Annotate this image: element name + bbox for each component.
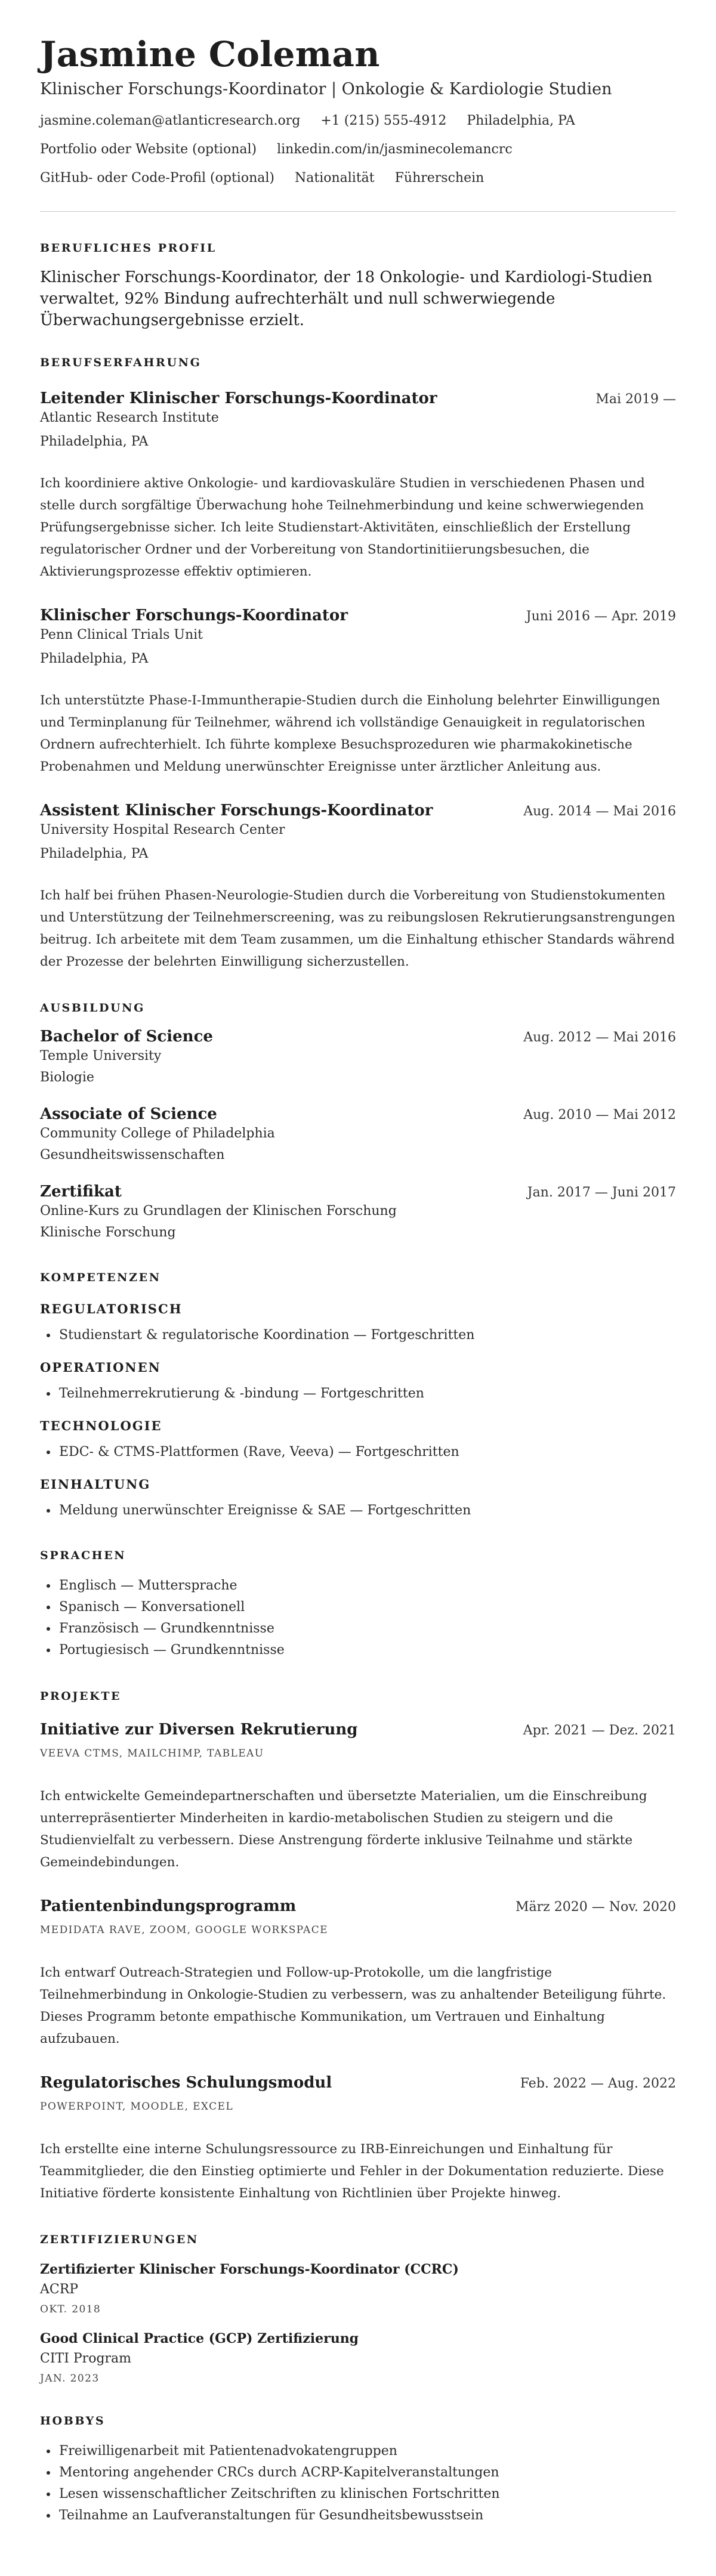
job-title: Assistent Klinischer Forschungs-Koordinator — [40, 802, 433, 820]
candidate-headline: Klinischer Forschungs-Koordinator | Onkologie & Kardiologie Studien — [40, 80, 612, 98]
school-name: Online-Kurs zu Grundlagen der Klinischen Forschung — [40, 1204, 397, 1219]
projects-section — [40, 1689, 676, 2204]
project-entry — [40, 2073, 676, 2204]
project-title: Initiative zur Diversen Rekrutierung — [40, 1721, 358, 1739]
email-link[interactable]: jasmine.coleman@atlanticresearch.org — [40, 113, 301, 128]
skill-list — [40, 1383, 676, 1405]
portfolio-link[interactable]: Portfolio oder Website (optional) — [40, 142, 257, 157]
field-of-study: Biologie — [40, 1070, 94, 1085]
certification-date: JAN. 2023 — [40, 2373, 100, 2385]
job-date: Mai 2019 — — [595, 392, 676, 407]
project-title: Regulatorisches Schulungsmodul — [40, 2074, 332, 2092]
job-title: Klinischer Forschungs-Koordinator — [40, 607, 348, 624]
project-description: Ich entwarf Outreach-Strategien und Follow-up-Protokolle, um die langfristige Teilnehmerbindung in Onkologie-Studien zu verbessern, was zu anhaltender Beteiligung führte. Dieses Programm betonte empathische Kommunikation, um Vertrauen und Einhaltung aufzubauen. — [40, 1965, 666, 2046]
skill-list — [40, 1500, 676, 1522]
project-date: Apr. 2021 — Dez. 2021 — [523, 1723, 676, 1738]
location-text: Philadelphia, PA — [467, 113, 575, 128]
hobby-item: • Freiwilligenarbeit mit Patientenadvokatengruppen — [58, 2441, 676, 2462]
languages-heading: SPRACHEN — [40, 1549, 126, 1562]
skill-category — [40, 1301, 676, 1346]
experience-section — [40, 355, 676, 973]
skill-category-name: EINHALTUNG — [40, 1477, 151, 1492]
certifications-section — [40, 2232, 676, 2386]
skill-item: • Meldung unerwünschter Ereignisse & SAE — Fortgeschritten — [58, 1500, 676, 1522]
entry-header — [40, 1720, 676, 1740]
degree-title: Associate of Science — [40, 1105, 217, 1123]
languages-section — [40, 1548, 676, 1661]
certification-name: Zertifizierter Klinischer Forschungs-Koordinator (CCRC) — [40, 2262, 459, 2277]
entry-header — [40, 1182, 676, 1202]
certification-issuer: ACRP — [40, 2282, 79, 2297]
project-title: Patientenbindungsprogramm — [40, 1897, 297, 1915]
skill-category-name: TECHNOLOGIE — [40, 1418, 162, 1433]
skills-section — [40, 1270, 676, 1522]
job-location: Philadelphia, PA — [40, 434, 149, 449]
experience-entry — [40, 388, 676, 583]
school-name: Community College of Philadelphia — [40, 1126, 275, 1141]
job-date: Aug. 2014 — Mai 2016 — [523, 804, 676, 819]
certification-issuer: CITI Program — [40, 2351, 132, 2366]
job-organization: University Hospital Research Center — [40, 822, 285, 837]
certification-entry — [40, 2260, 676, 2317]
skill-category — [40, 1418, 676, 1463]
project-technologies: VEEVA CTMS, MAILCHIMP, TABLEAU — [40, 1748, 264, 1759]
profile-summary: Klinischer Forschungs-Koordinator, der 18 Onkologie- und Kardiologi-Studien verwaltet, 92% Bindung aufrechterhält und null schwerwiegende Überwachungsergebnisse erzielt. — [40, 268, 653, 329]
entry-header — [40, 2073, 676, 2093]
entry-header — [40, 1896, 676, 1916]
job-organization: Atlantic Research Institute — [40, 410, 219, 425]
field-of-study: Gesundheitswissenschaften — [40, 1148, 225, 1162]
hobbies-section — [40, 2413, 676, 2526]
linkedin-link[interactable]: linkedin.com/in/jasminecolemancrc — [277, 142, 513, 157]
entry-header — [40, 1104, 676, 1124]
project-technologies: POWERPOINT, MOODLE, EXCEL — [40, 2101, 234, 2113]
education-entry — [40, 1182, 676, 1242]
job-description: Ich half bei frühen Phasen-Neurologie-Studien durch die Vorbereitung von Studienstokumenten und Unterstützung der Teilnehmerscreening, was zu reibungslosen Rekrutierungsanstrengungen beitrug. Ich arbeitete mit dem Team zusammen, um die Einhaltung ethischer Standards während der Prozesse der belehrten Einwilligung sicherzustellen. — [40, 888, 675, 969]
project-technologies: MEDIDATA RAVE, ZOOM, GOOGLE WORKSPACE — [40, 1924, 328, 1936]
entry-header — [40, 388, 676, 409]
school-name: Temple University — [40, 1049, 162, 1063]
extra-info-row — [40, 169, 676, 187]
skill-item: • Studienstart & regulatorische Koordination — Fortgeschritten — [58, 1325, 676, 1346]
degree-title: Bachelor of Science — [40, 1028, 213, 1046]
project-entry — [40, 1896, 676, 2050]
experience-entry — [40, 800, 676, 973]
hobby-item: • Lesen wissenschaftlicher Zeitschriften zu klinischen Fortschritten — [58, 2484, 676, 2505]
job-organization: Penn Clinical Trials Unit — [40, 627, 203, 642]
job-title: Leitender Klinischer Forschungs-Koordinator — [40, 389, 437, 407]
skill-list — [40, 1325, 676, 1346]
contact-row — [40, 112, 676, 130]
education-section — [40, 1000, 676, 1242]
job-description: Ich koordiniere aktive Onkologie- und kardiovaskuläre Studien in verschiedenen Phasen und stelle durch sorgfältige Überwachung hohe Teilnehmerbindung und keine schwerwiegenden Prüfungsergebnisse sicher. Ich leite Studienstart-Aktivitäten, einschließlich der Erstellung regulatorischer Ordner und der Vorbereitung von Standortinitiierungsbesuchen, die Aktivierungsprozesse effektiv optimieren. — [40, 476, 645, 579]
job-description: Ich unterstützte Phase-I-Immuntherapie-Studien durch die Einholung belehrter Einwilligungen und Terminplanung für Teilnehmer, während ich vollständige Genauigkeit in regulatorischen Ordnern aufrechterhielt. Ich führte komplexe Besuchsprozeduren wie pharmakokinetische Probenahmen und Meldung unerwünschter Ereignisse unter ärztlicher Anleitung aus. — [40, 693, 661, 774]
job-date: Juni 2016 — Apr. 2019 — [526, 609, 676, 624]
skill-item: • Teilnehmerrekrutierung & -bindung — Fortgeschritten — [58, 1383, 676, 1405]
entry-header — [40, 605, 676, 626]
job-location: Philadelphia, PA — [40, 846, 149, 861]
header-divider — [40, 211, 676, 212]
entry-header — [40, 1026, 676, 1047]
skill-category — [40, 1476, 676, 1522]
hobby-item: • Mentoring angehender CRCs durch ACRP-Kapitelveranstaltungen — [58, 2462, 676, 2484]
language-item: • Portugiesisch — Grundkenntnisse — [58, 1640, 676, 1661]
skill-category-name: REGULATORISCH — [40, 1301, 183, 1316]
profile-heading: BERUFLICHES PROFIL — [40, 242, 217, 255]
hobby-item: • Teilnahme an Laufveranstaltungen für Gesundheitsbewusstsein — [58, 2505, 676, 2526]
degree-date: Jan. 2017 — Juni 2017 — [527, 1185, 676, 1200]
resume-header — [40, 35, 676, 187]
language-item: • Englisch — Muttersprache — [58, 1575, 676, 1597]
phone-number[interactable]: +1 (215) 555-4912 — [320, 113, 447, 128]
language-item: • Französisch — Grundkenntnisse — [58, 1618, 676, 1640]
hobby-list — [40, 2441, 676, 2526]
candidate-name: Jasmine Coleman — [40, 34, 380, 75]
certification-date: OKT. 2018 — [40, 2303, 101, 2315]
project-date: März 2020 — Nov. 2020 — [515, 1900, 676, 1915]
project-entry — [40, 1720, 676, 1873]
hobbies-heading: HOBBYS — [40, 2414, 106, 2427]
education-heading: AUSBILDUNG — [40, 1001, 145, 1015]
language-item: • Spanisch — Konversationell — [58, 1597, 676, 1618]
degree-date: Aug. 2010 — Mai 2012 — [523, 1108, 676, 1122]
projects-heading: PROJEKTE — [40, 1690, 122, 1703]
language-list — [40, 1575, 676, 1661]
entry-header — [40, 800, 676, 821]
github-link[interactable]: GitHub- oder Code-Profil (optional) — [40, 171, 274, 185]
education-entry — [40, 1026, 676, 1087]
links-row — [40, 141, 676, 159]
experience-heading: BERUFSERFAHRUNG — [40, 356, 202, 369]
skill-list — [40, 1442, 676, 1463]
skill-category — [40, 1359, 676, 1405]
education-entry — [40, 1104, 676, 1165]
project-description: Ich erstellte eine interne Schulungsressource zu IRB-Einreichungen und Einhaltung für Teammitglieder, die den Einstieg optimierte und Fehler in der Dokumentation reduzierte. Diese Initiative förderte konsistente Einhaltung von Richtlinien über Projekte hinweg. — [40, 2142, 664, 2201]
license-text: Führerschein — [394, 171, 484, 185]
project-date: Feb. 2022 — Aug. 2022 — [520, 2076, 676, 2091]
project-description: Ich entwickelte Gemeindepartnerschaften und übersetzte Materialien, um die Einschreibung unterrepräsentierter Minderheiten in kardio-metabolischen Studien zu steigern und die Studienvielfalt zu verbessern. Diese Anstrengung förderte inklusive Teilnahme und stärkte Gemeindebindungen. — [40, 1789, 647, 1870]
skills-heading: KOMPETENZEN — [40, 1271, 161, 1284]
experience-entry — [40, 605, 676, 778]
certification-name: Good Clinical Practice (GCP) Zertifizierung — [40, 2331, 359, 2346]
degree-date: Aug. 2012 — Mai 2016 — [523, 1030, 676, 1045]
certification-entry — [40, 2330, 676, 2386]
field-of-study: Klinische Forschung — [40, 1225, 176, 1240]
nationality-text: Nationalität — [295, 171, 375, 185]
skill-category-name: OPERATIONEN — [40, 1360, 161, 1375]
skill-item: • EDC- & CTMS-Plattformen (Rave, Veeva) — Fortgeschritten — [58, 1442, 676, 1463]
profile-section — [40, 240, 676, 331]
certifications-heading: ZERTIFIZIERUNGEN — [40, 2233, 199, 2246]
job-location: Philadelphia, PA — [40, 651, 149, 666]
degree-title: Zertifikat — [40, 1183, 122, 1201]
